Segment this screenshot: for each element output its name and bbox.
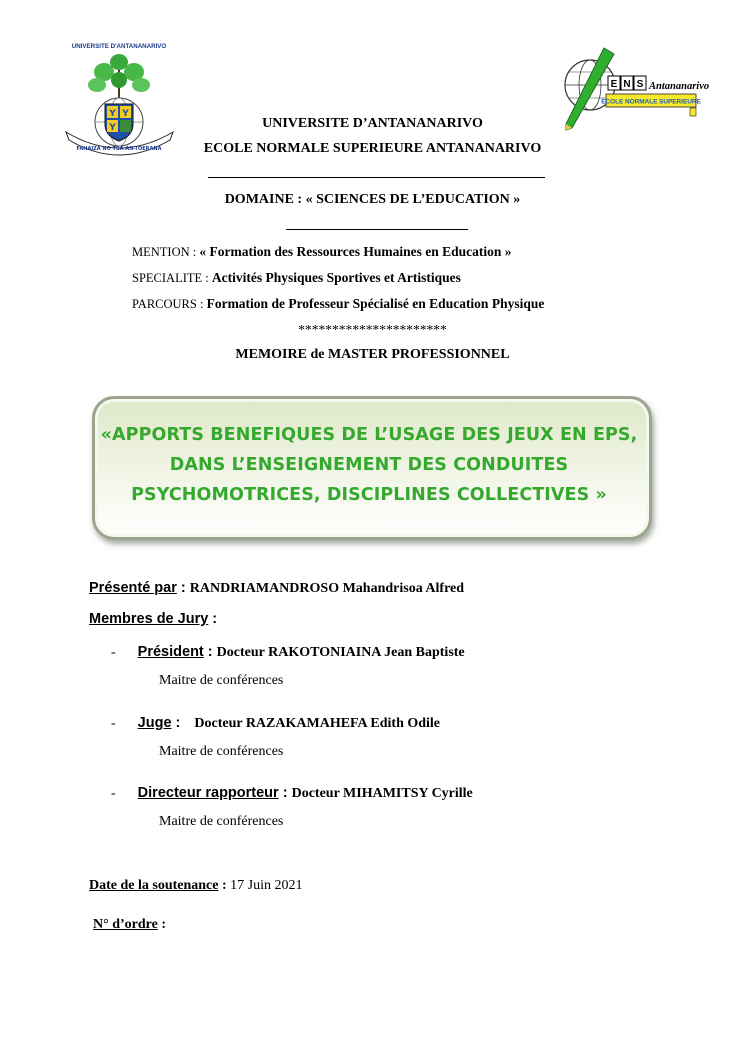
university-logo-caption: UNIVERSITE D'ANTANANARIVO (71, 43, 167, 50)
list-dash: - (111, 645, 116, 660)
order-number-label: N° d’ordre (93, 917, 158, 932)
jury-member-president: - Président : Docteur RAKOTONIAINA Jean Baptiste (111, 644, 465, 660)
role-president: Président (137, 644, 204, 660)
stars-separator: ********************** (298, 322, 447, 337)
ens-logo-caption: ECOLE NORMALE SUPERIEURE (601, 98, 701, 106)
list-dash: - (111, 786, 116, 801)
parcours-row (132, 296, 544, 312)
directeur-rank: Maitre de conférences (159, 814, 284, 829)
directeur-name: Docteur MIHAMITSY Cyrille (291, 786, 473, 801)
jury-member-directeur: - Directeur rapporteur : Docteur MIHAMITSY Cyrille (111, 785, 473, 801)
role-directeur: Directeur rapporteur (137, 785, 279, 801)
ens-logo-city: Antananarivo (649, 81, 710, 92)
svg-text:S: S (636, 79, 644, 90)
speciality-row (132, 270, 461, 286)
juge-rank: Maitre de conférences (159, 744, 284, 759)
role-juge: Juge (137, 715, 172, 731)
defense-date-row: Date de la soutenance : 17 Juin 2021 (89, 878, 303, 893)
svg-text:Y: Y (109, 123, 116, 133)
parcours-value: Formation de Professeur Spécialisé en Education Physique (206, 296, 545, 311)
memoire-title: MEMOIRE de MASTER PROFESSIONNEL (235, 347, 510, 362)
svg-text:N: N (623, 79, 631, 90)
svg-text:Y: Y (122, 109, 129, 119)
thesis-title-line-3: PSYCHOMOTRICES, DISCIPLINES COLLECTIVES » (131, 485, 607, 505)
thesis-title-line-2: DANS L’ENSEIGNEMENT DES CONDUITES (169, 455, 569, 475)
university-logo-motto: FAHAIZA NO TSA AN-TOERANA (76, 146, 162, 152)
jury-member-juge: - Juge : Docteur RAZAKAMAHEFA Edith Odile (111, 715, 441, 731)
parcours-label: PARCOURS : (132, 297, 207, 311)
presenter-row: Présenté par : RANDRIAMANDROSO Mahandrisoa Alfred (89, 580, 465, 596)
list-dash: - (111, 716, 116, 731)
president-name: Docteur RAKOTONIAINA Jean Baptiste (216, 645, 465, 660)
university-name: UNIVERSITE D’ANTANANARIVO (262, 116, 483, 131)
jury-label: Membres de Jury (89, 611, 209, 627)
presenter-label: Présenté par (89, 580, 177, 596)
svg-text:Y: Y (109, 109, 116, 119)
svg-text:E: E (610, 79, 618, 90)
presenter-name: RANDRIAMANDROSO Mahandrisoa Alfred (189, 581, 465, 596)
school-name: ECOLE NORMALE SUPERIEURE ANTANANARIVO (203, 141, 542, 156)
speciality-value: Activités Physiques Sportives et Artistiques (211, 270, 461, 285)
ens-letter-boxes (608, 76, 646, 90)
juge-name: Docteur RAZAKAMAHEFA Edith Odile (194, 716, 441, 731)
defense-date-label: Date de la soutenance (89, 878, 219, 893)
jury-heading: Membres de Jury : (89, 611, 218, 627)
mention-label: MENTION : (132, 245, 200, 259)
domain-divider (286, 229, 468, 230)
speciality-label: SPECIALITE : (132, 271, 212, 285)
thesis-title-line-1: «APPORTS BENEFIQUES DE L’USAGE DES JEUX EN EPS, (100, 425, 638, 445)
mention-value: « Formation des Ressources Humaines en Education » (199, 244, 512, 259)
thesis-title (92, 420, 646, 510)
mention-row (132, 244, 512, 260)
president-rank: Maitre de conférences (159, 673, 284, 688)
domain-line: DOMAINE : « SCIENCES DE L’EDUCATION » (224, 192, 521, 207)
defense-date-value: 17 Juin 2021 (230, 878, 303, 893)
header-divider (208, 177, 545, 178)
order-number-row: N° d’ordre : (93, 917, 167, 932)
